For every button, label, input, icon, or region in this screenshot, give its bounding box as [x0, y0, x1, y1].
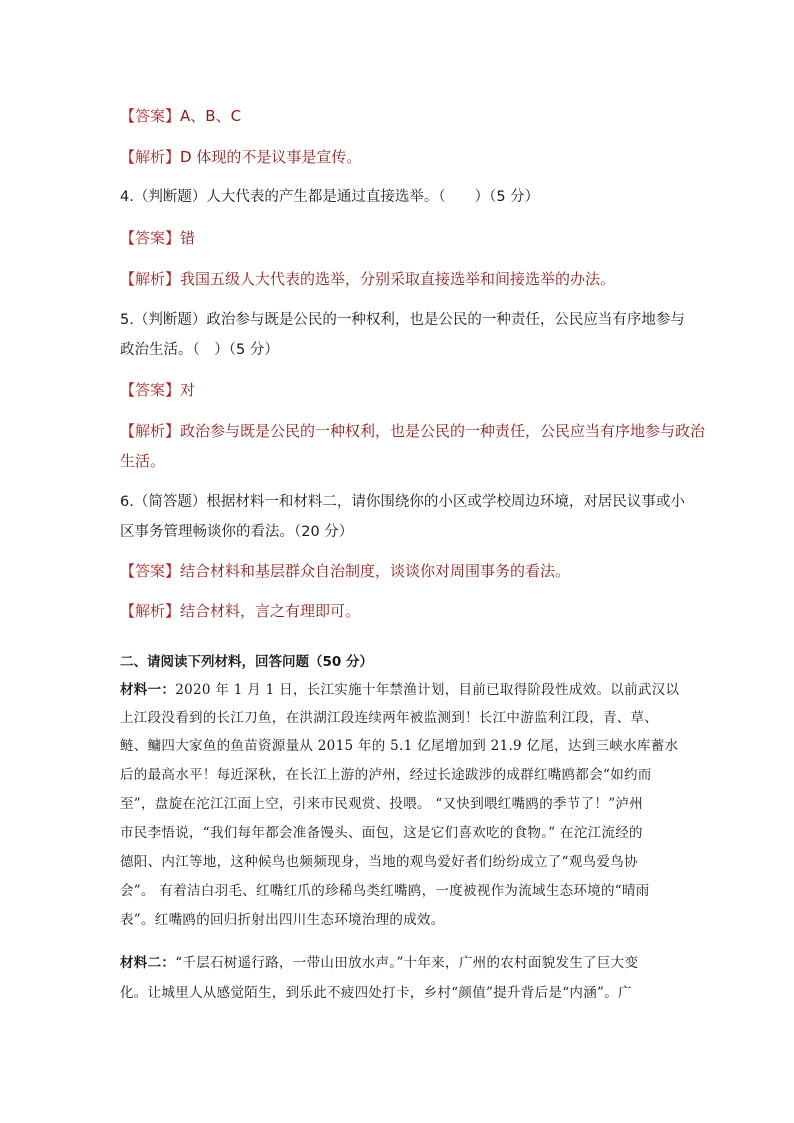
section-title: 二、请阅读下列材料，回答问题（50 分） [120, 654, 373, 670]
material-1-line: 会”。 有着洁白羽毛、红嘴红爪的珍稀鸟类红嘴鸥，一度被视作为流域生态环境的“晴雨 [120, 883, 650, 899]
answer-text: 对 [180, 381, 196, 399]
answer-text: A、B、C [180, 107, 242, 125]
answer-tag: 【答案】 [120, 381, 181, 399]
material-2-line: 材料二：“千层石树遥行路，一带山田放水声。”十年来，广州的农村面貌发生了巨大变 [120, 955, 639, 971]
material-1-line: 德阳、内江等地，这种候鸟也频频现身，当地的观鸟爱好者们纷纷成立了“观鸟爱鸟协 [120, 854, 638, 870]
analysis-text: D 体现的不是议事是宣传。 [180, 148, 362, 166]
material-1-line: 上江段没看到的长江刀鱼，在洪湖江段连续两年被监测到！长江中游监利江段，青、草、 [120, 710, 659, 726]
answer-3 [120, 106, 680, 126]
question-6-line-2: 区事务管理畅谈你的看法。（20 分） [120, 524, 354, 540]
analysis-text: 政治参与既是公民的一种权利，也是公民的一种责任，公民应当有序地参与政治 [180, 422, 706, 440]
answer-5 [120, 380, 680, 400]
question-5-line-2: 政治生活。（ ）（5 分） [120, 342, 279, 358]
analysis-3 [120, 147, 680, 167]
analysis-tag: 【解析】 [120, 422, 181, 440]
material-label: 材料一： [120, 682, 176, 698]
material-2-line: 化。让城里人从感觉陌生，到乐此不疲四处打卡，乡村“颜值”提升背后是“内涵”。广 [120, 985, 632, 1001]
answer-tag: 【答案】 [120, 562, 181, 580]
answer-text: 结合材料和基层群众自治制度，谈谈你对周围事务的看法。 [180, 562, 571, 580]
answer-tag: 【答案】 [120, 229, 181, 247]
material-1-line: 至”，盘旋在沱江江面上空，引来市民观赏、投喂。 “又快到喂红嘴鸥的季节了！”泸州 [120, 796, 643, 812]
analysis-6 [120, 601, 680, 621]
question-6-line-1: 6.（简答题）根据材料一和材料二，请你围绕你的小区或学校周边环境，对居民议事或小 [120, 494, 685, 510]
question-4: 4.（判断题）人大代表的产生都是通过直接选举。（ ）（5 分） [120, 189, 540, 205]
analysis-4 [120, 269, 680, 289]
answer-text: 错 [180, 229, 196, 247]
material-1-line: 鲢、鳙四大家鱼的鱼苗资源量从 2015 年的 5.1 亿尾增加到 21.9 亿尾，达到三峡水库蓄水 [120, 738, 679, 754]
analysis-text: 结合材料，言之有理即可。 [180, 602, 361, 620]
analysis-tag: 【解析】 [120, 148, 181, 166]
answer-6 [120, 561, 680, 581]
analysis-5-line-1 [120, 421, 706, 441]
analysis-text: 我国五级人大代表的选举，分别采取直接选举和间接选举的办法。 [180, 270, 616, 288]
material-label: 材料二： [120, 955, 176, 971]
material-1-line: 市民李悟说，“我们每年都会准备馒头、面包，这是它们喜欢吃的食物。” 在沱江流经的 [120, 825, 643, 841]
answer-tag: 【答案】 [120, 107, 181, 125]
analysis-5-line-2: 生活。 [120, 452, 166, 470]
answer-4 [120, 228, 680, 248]
analysis-tag: 【解析】 [120, 602, 181, 620]
material-1-line: 后的最高水平！每近深秋，在长江上游的泸州，经过长途跋涉的成群红嘴鸥都会“如约而 [120, 767, 652, 783]
analysis-tag: 【解析】 [120, 270, 181, 288]
material-1-line: 表”。红嘴鸥的回归折射出四川生态环境治理的成效。 [120, 912, 445, 928]
question-5-line-1: 5.（判断题）政治参与既是公民的一种权利，也是公民的一种责任，公民应当有序地参与 [120, 312, 685, 328]
material-1-line: 材料一：2020 年 1 月 1 日，长江实施十年禁渔计划，目前已取得阶段性成效。以前武汉以 [120, 682, 680, 698]
